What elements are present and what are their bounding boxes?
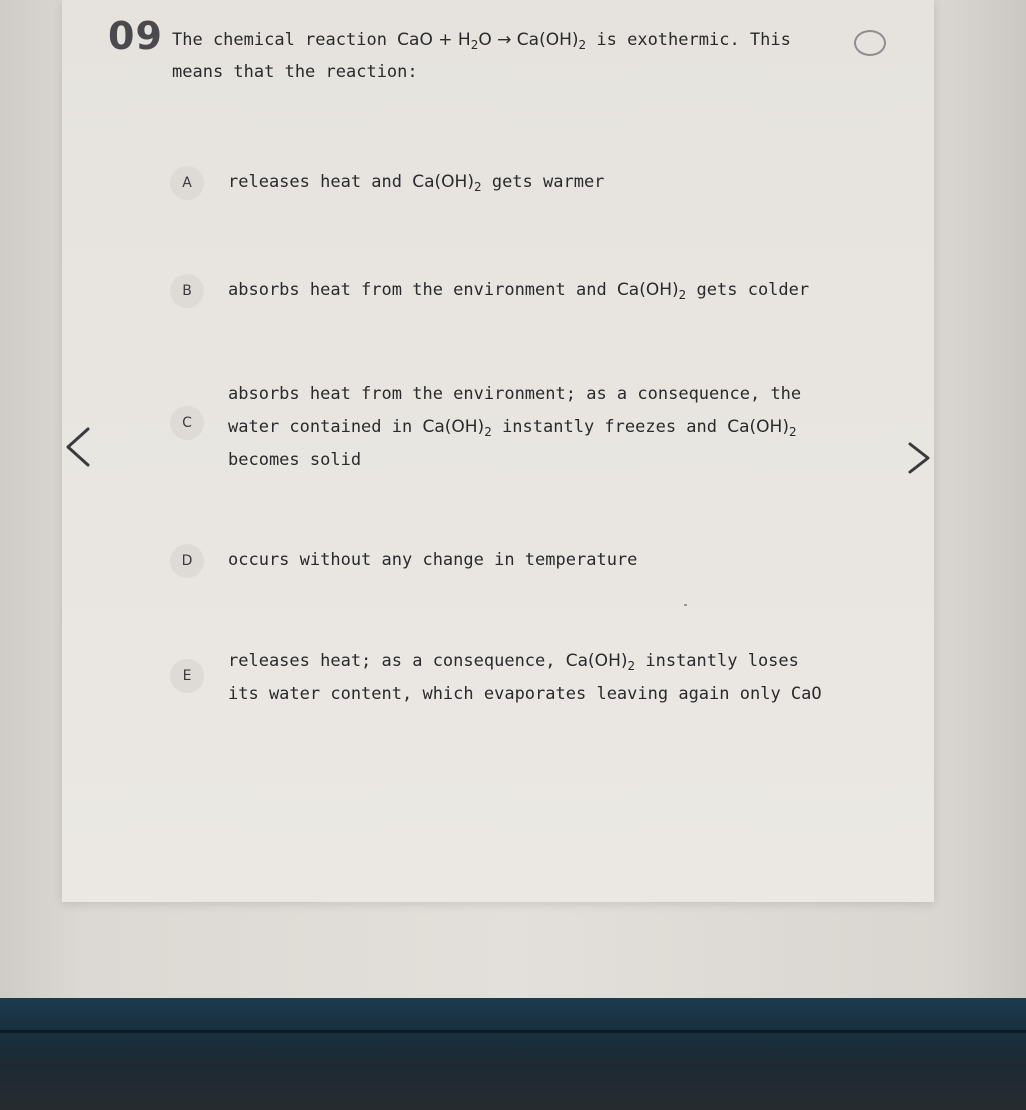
option-text: occurs without any change in temperature xyxy=(228,550,638,570)
chevron-left-icon xyxy=(58,425,98,469)
monitor-bezel xyxy=(0,998,1026,1110)
next-question-button[interactable] xyxy=(898,440,938,484)
equation-product: $Ca(OH)_2$ xyxy=(516,30,587,52)
answer-option-b[interactable] xyxy=(170,274,850,310)
question-intro: The chemical reaction xyxy=(172,30,398,50)
option-text: absorbs heat from the environment; as a consequence, the water contained in $Ca(OH)_2$ instantly freezes and $Ca(OH)_2$ becomes solid xyxy=(228,384,802,470)
equation-reactant-1: CaO xyxy=(397,30,433,50)
option-letter: B xyxy=(170,274,204,308)
question-text xyxy=(172,24,842,88)
formula: $Ca(OH)_2$ xyxy=(616,280,687,302)
monitor-edge xyxy=(0,1030,1026,1033)
equation-reactant-2: $H_2O$ xyxy=(457,30,492,52)
formula: $Ca(OH)_2$ xyxy=(422,417,492,439)
option-letter: A xyxy=(170,166,204,200)
option-letter: C xyxy=(170,406,204,440)
question-outro: is exothermic. This means that the reaction: xyxy=(172,30,791,82)
option-text: absorbs heat from the environment and $Ca(OH)_2$ gets colder xyxy=(228,280,810,302)
circle-outline-icon[interactable] xyxy=(854,30,886,56)
option-text: releases heat and $Ca(OH)_2$ gets warmer xyxy=(228,172,605,194)
answer-option-c[interactable] xyxy=(170,378,850,478)
chevron-right-icon xyxy=(898,440,938,484)
formula: $Ca(OH)_2$ xyxy=(727,417,797,439)
formula: $Ca(OH)_2$ xyxy=(412,172,482,194)
option-letter: D xyxy=(170,544,204,578)
option-letter: E xyxy=(170,659,204,693)
equation-plus: + xyxy=(432,30,458,50)
answer-option-d[interactable] xyxy=(170,544,850,580)
answer-option-e[interactable] xyxy=(170,645,850,715)
equation-arrow: → xyxy=(491,30,517,50)
option-text: releases heat; as a consequence, $Ca(OH)_2$ instantly loses its water content, which evaporates leaving again only CaO xyxy=(228,651,822,704)
dust-speck xyxy=(684,604,687,606)
answer-option-a[interactable] xyxy=(170,166,850,202)
formula: $Ca(OH)_2$ xyxy=(565,651,636,673)
previous-question-button[interactable] xyxy=(58,425,98,469)
question-number: 09 xyxy=(108,14,163,58)
